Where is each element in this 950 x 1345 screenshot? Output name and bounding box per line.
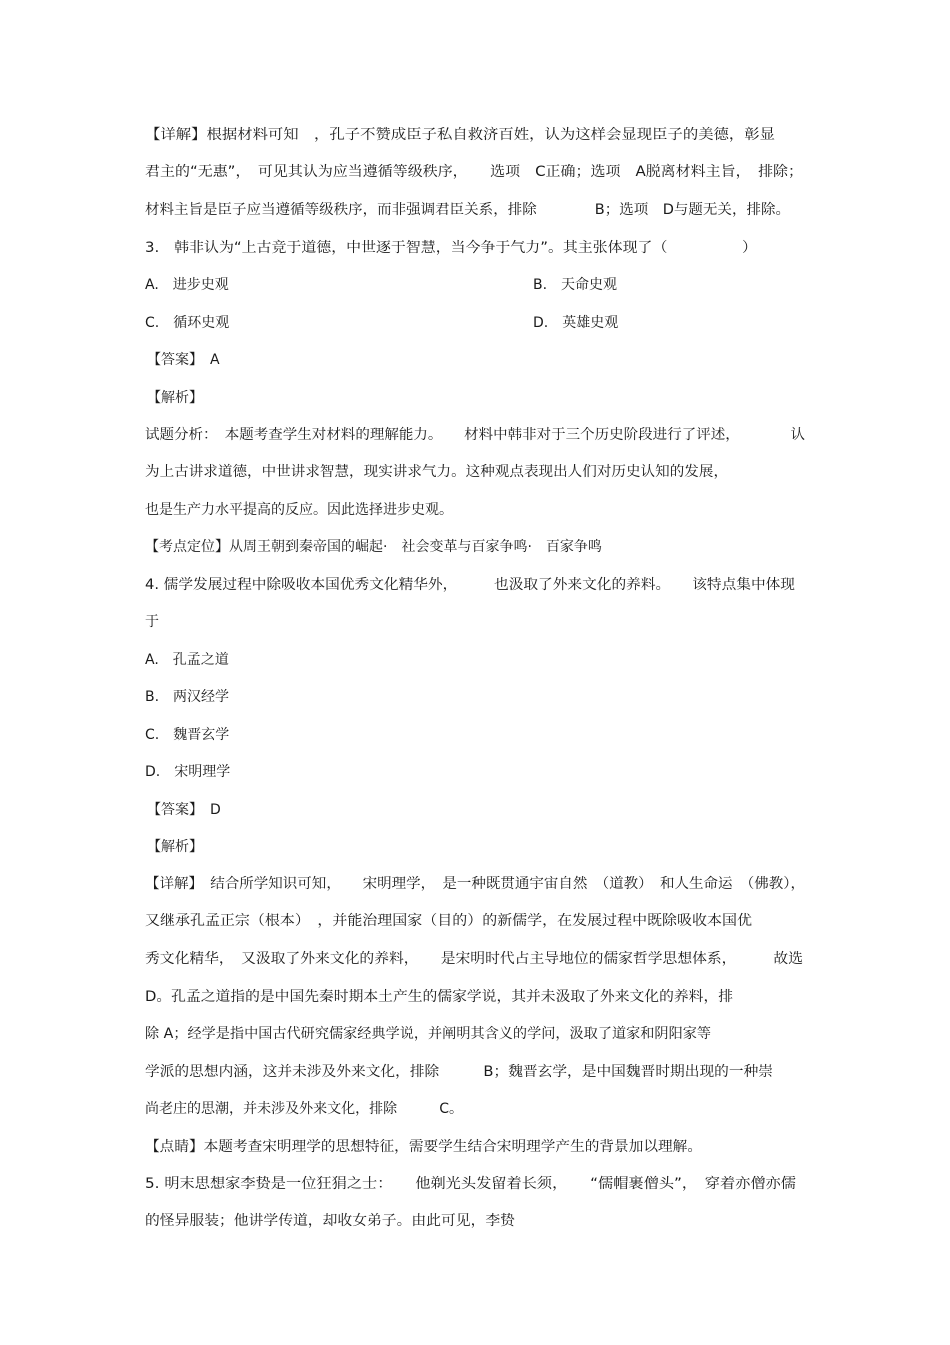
question-stem: 5. 明末思想家李贽是一位狂狷之士： 他剃光头发留着长须， “儒帽裹僧头”， 穿着亦僧亦儒 <box>145 1176 796 1192</box>
text-line: 【点睛】本题考查宋明理学的思想特征，需要学生结合宋明理学产生的背景加以理解。 <box>145 1139 703 1155</box>
text-line: 又继承孔孟正宗（根本） ，并能治理国家（目的）的新儒学，在发展过程中既除吸收本国优 <box>145 913 752 929</box>
option-c: C. 循环史观 <box>145 315 230 331</box>
text-line: 于 <box>145 614 159 630</box>
text-line: 秀文化精华， 又汲取了外来文化的养料， 是宋明时代占主导地位的儒家哲学思想体系， 故选 <box>145 951 804 967</box>
option-d: D. 宋明理学 <box>145 764 231 780</box>
text-line: 尚老庄的思潮，并未涉及外来文化，排除 C。 <box>145 1101 464 1117</box>
text-line: 君主的“无惠”， 可见其认为应当遵循等级秩序， 选项 C正确；选项 A脱离材料主旨， 排除； <box>145 164 804 180</box>
option-b: B. 天命史观 <box>533 277 618 293</box>
text-line: 【详解】根据材料可知 ，孔子不赞成臣子私自救济百姓，认为这样会显现臣子的美德，彰显 <box>145 127 776 143</box>
option-a: A. 孔孟之道 <box>145 652 229 668</box>
text-line: 学派的思想内涵，这并未涉及外来文化，排除 B；魏晋玄学，是中国魏晋时期出现的一种崇 <box>145 1064 774 1080</box>
text-line: 的怪异服装；他讲学传道，却收女弟子。由此可见，李贽 <box>145 1213 515 1229</box>
answer-line: 【答案】 D <box>147 802 221 818</box>
option-b: B. 两汉经学 <box>145 689 230 705</box>
answer-line: 【答案】 A <box>147 352 220 368</box>
text-line: 也是生产力水平提高的反应。因此选择进步史观。 <box>145 502 453 518</box>
text-line: 【详解】 结合所学知识可知， 宋明理学， 是一种既贯通宇宙自然 （道教） 和人生命运 （佛教）， <box>145 876 805 892</box>
analysis-heading: 【解析】 <box>147 839 203 855</box>
text-line: 试题分析： 本题考查学生对材料的理解能力。 材料中韩非对于三个历史阶段进行了评述， 认 <box>145 427 805 443</box>
option-c: C. 魏晋玄学 <box>145 727 230 743</box>
text-line: 除 A；经学是指中国古代研究儒家经典学说，并阐明其含义的学问，汲取了道家和阴阳家等 <box>145 1026 712 1042</box>
text-line: D。孔孟之道指的是中国先秦时期本土产生的儒家学说，其并未汲取了外来文化的养料，排 <box>145 989 734 1005</box>
question-stem: 4. 儒学发展过程中除吸收本国优秀文化精华外， 也汲取了外来文化的养料。 该特点集中体现 <box>145 577 795 593</box>
text-line: 为上古讲求道德，中世讲求智慧，现实讲求气力。这种观点表现出人们对历史认知的发展， <box>145 464 729 480</box>
option-d: D. 英雄史观 <box>533 315 619 331</box>
analysis-heading: 【解析】 <box>147 390 203 406</box>
text-line: 材料主旨是臣子应当遵循等级秩序，而非强调君臣关系，排除 B；选项 D与题无关，排除。 <box>145 202 790 218</box>
option-a: A. 进步史观 <box>145 277 229 293</box>
text-line: 【考点定位】从周王朝到秦帝国的崛起· 社会变革与百家争鸣· 百家争鸣 <box>145 539 602 555</box>
question-stem: 3. 韩非认为“上古竞于道德，中世逐于智慧，当今争于气力”。其主张体现了（ ） <box>145 240 757 256</box>
